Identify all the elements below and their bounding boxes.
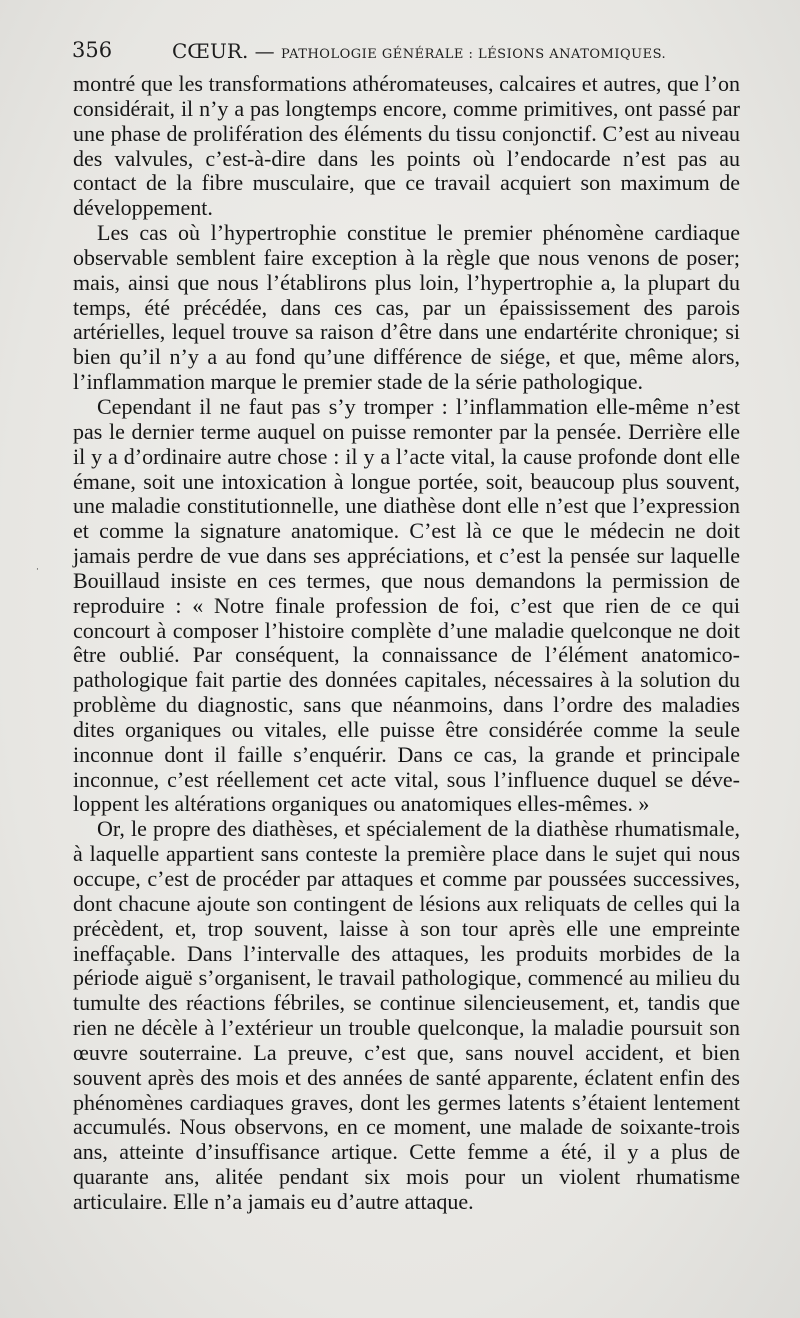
paragraph: Or, le propre des diathèses, et spécialement de la diathèse rhumatismale, à laquelle appartient sans conteste la première place dans le sujet qui nous occupe, c’est de procéder par attaques et comme par poussées successives, dont chacune ajoute son contingent de lésions aux reliquats de celles qui la précèdent, et, trop souvent, laisse à son tour après elle une empreinte ineffaçable. Dans l’intervalle des attaques, les produits morbides de la période aiguë s’organisent, le travail pathologique, commencé au milieu du tumulte des réactions fébriles, se continue silencieusement, et, tandis que rien ne décèle à l’extérieur un trouble quelconque, la maladie poursuit son œuvre souterraine. La preuve, c’est que, sans nouvel accident, et bien souvent après des mois et des années de santé apparente, éclatent enfin des phénomènes cardiaques graves, dont les germes latents s’étaient lentement accumulés. Nous observons, en ce moment, une malade de soixante-trois ans, atteinte d’insuffisance artique. Cette femme a été, il y a plus de quarante ans, alitée pendant six mois pour un violent rhumatisme articulaire. Elle n’a jamais eu d’autre attaque.	[73, 816, 740, 1214]
body-text	[73, 72, 740, 1215]
running-title-main: CŒUR.	[172, 39, 249, 63]
paragraph: Cependant il ne faut pas s’y tromper : l’inflammation elle-même n’est pas le dernier terme auquel on puisse remonter par la pensée. Derrière elle il y a d’ordinaire autre chose : il y a l’acte vital, la cause profonde dont elle émane, soit une intoxication à longue portée, soit, beaucoup plus souvent, une maladie constitutionnelle, une diathèse dont elle n’est que l’expression et comme la signature anatomique. C’est là ce que le médecin ne doit jamais perdre de vue dans ses appréciations, et c’est la pensée sur laquelle Bouillaud insiste en ces termes, que nous demandons la permission de reproduire : « Notre finale profession de foi, c’est que rien de ce qui concourt à composer l’histoire complète d’une maladie quelconque ne doit être oublié. Par conséquent, la connaissance de l’élément anatomico-pathologique fait partie des données capitales, nécessaires à la solution du problème du diagnostic, sans que néanmoins, dans l’ordre des maladies dites organiques ou vitales, elle puisse être considérée comme la seule inconnue dont il faille s’enquérir. Dans ce cas, la grande et principale inconnue, c’est réellement cet acte vital, sous l’influence duquel se développent les altérations organiques ou anatomiques elles-mêmes. »	[73, 393, 740, 817]
page-number: 356	[72, 38, 113, 62]
running-title-sub: PATHOLOGIE GÉNÉRALE : LÉSIONS ANATOMIQUES.	[281, 47, 667, 62]
running-title-dash: —	[248, 39, 282, 63]
margin-mark: ·	[36, 565, 39, 575]
running-header	[72, 38, 742, 68]
paragraph: Les cas où l’hypertrophie constitue le premier phénomène cardiaque observable semblent faire exception à la règle que nous venons de poser; mais, ainsi que nous l’établirons plus loin, l’hypertrophie a, la plupart du temps, été précédée, dans ces cas, par un épaississement des parois artérielles, lequel trouve sa raison d’être dans une endartérite chronique; si bien qu’il n’y a au fond qu’une différence de siége, et que, même alors, l’inflammation marque le premier stade de la série pathologique.	[73, 220, 740, 395]
paragraph: montré que les transformations athéromateuses, calcaires et autres, que l’on considérait, il n’y a pas longtemps encore, comme primitives, ont passé par une phase de prolifération des éléments du tissu conjonctif. C’est au niveau des valvules, c’est-à-dire dans les points où l’endocarde n’est pas au contact de la fibre musculaire, que ce travail acquiert son maximum de développement.	[73, 71, 740, 221]
running-title	[172, 39, 666, 63]
